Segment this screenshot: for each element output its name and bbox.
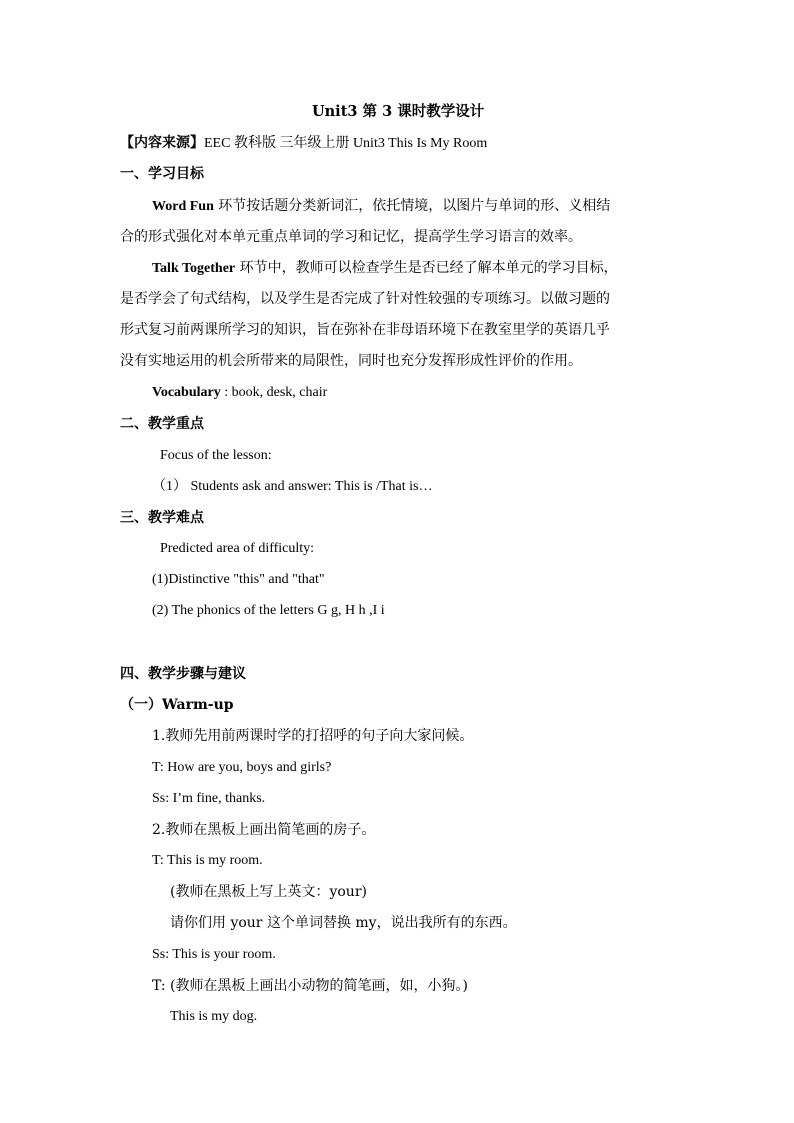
section3-heading: 三、教学难点 (120, 510, 204, 526)
section1-p2-line1 (152, 258, 618, 279)
warmup-line-9: T: (教师在黑板上画出小动物的简笔画，如，小狗。) (152, 978, 468, 994)
talk-together-label: Talk Together (152, 261, 236, 276)
difficulty-item-2: (2) The phonics of the letters G g, H h ,I i (152, 603, 385, 618)
warmup-line-7: 请你们用 your 这个单词替换 my，说出我所有的东西。 (170, 915, 517, 931)
vocabulary-label: Vocabulary (152, 385, 221, 400)
section1-p1-line1 (152, 196, 610, 217)
warmup-line-4: 2.教师在黑板上画出简笔画的房子。 (152, 822, 376, 838)
section1-p2-line3: 形式复习前两课所学习的知识，旨在弥补在非母语环境下在教室里学的英语几乎 (120, 322, 610, 338)
focus-line: Focus of the lesson: (160, 448, 272, 463)
vocabulary-text: : book, desk, chair (220, 385, 328, 400)
word-fun-label: Word Fun (152, 199, 214, 214)
vocabulary-line (152, 383, 327, 403)
section2-heading: 二、教学重点 (120, 416, 204, 432)
focus-item-1: （1） Students ask and answer: This is /That is… (152, 479, 433, 494)
warmup-line-5: T: This is my room. (152, 853, 263, 868)
section4-heading: 四、教学步骤与建议 (120, 666, 246, 682)
section1-p2-line4: 没有实地运用的机会所带来的局限性，同时也充分发挥形成性评价的作用。 (120, 353, 582, 369)
p1-text-1: 环节按话题分类新词汇，依托情境，以图片与单词的形、义相结 (213, 198, 611, 214)
warmup-line-6: (教师在黑板上写上英文：your) (170, 884, 367, 900)
warmup-line-8: Ss: This is your room. (152, 947, 276, 962)
source-label: 【内容来源】 (120, 135, 204, 151)
source-line (120, 133, 487, 154)
p2-text-1: 环节中，教师可以检查学生是否已经了解本单元的学习目标， (235, 260, 618, 276)
page-title: Unit3 第 3 课时教学设计 (312, 103, 485, 120)
section1-heading: 一、学习目标 (120, 166, 204, 182)
section1-p1-line2: 合的形式强化对本单元重点单词的学习和记忆，提高学生学习语言的效率。 (120, 229, 582, 245)
predicted-line: Predicted area of difficulty: (160, 541, 315, 556)
warmup-line-2: T: How are you, boys and girls? (152, 760, 332, 775)
warmup-line-10: This is my dog. (170, 1009, 258, 1024)
source-text: EEC 教科版 三年级上册 Unit3 This Is My Room (204, 136, 488, 151)
warmup-line-1: 1.教师先用前两课时学的打招呼的句子向大家问候。 (152, 728, 474, 744)
section1-p2-line2: 是否学会了句式结构，以及学生是否完成了针对性较强的专项练习。以做习题的 (120, 291, 610, 307)
warmup-heading: （一）Warm-up (120, 697, 234, 713)
warmup-line-3: Ss: I’m fine, thanks. (152, 791, 266, 806)
difficulty-item-1: (1)Distinctive "this" and "that" (152, 572, 325, 587)
